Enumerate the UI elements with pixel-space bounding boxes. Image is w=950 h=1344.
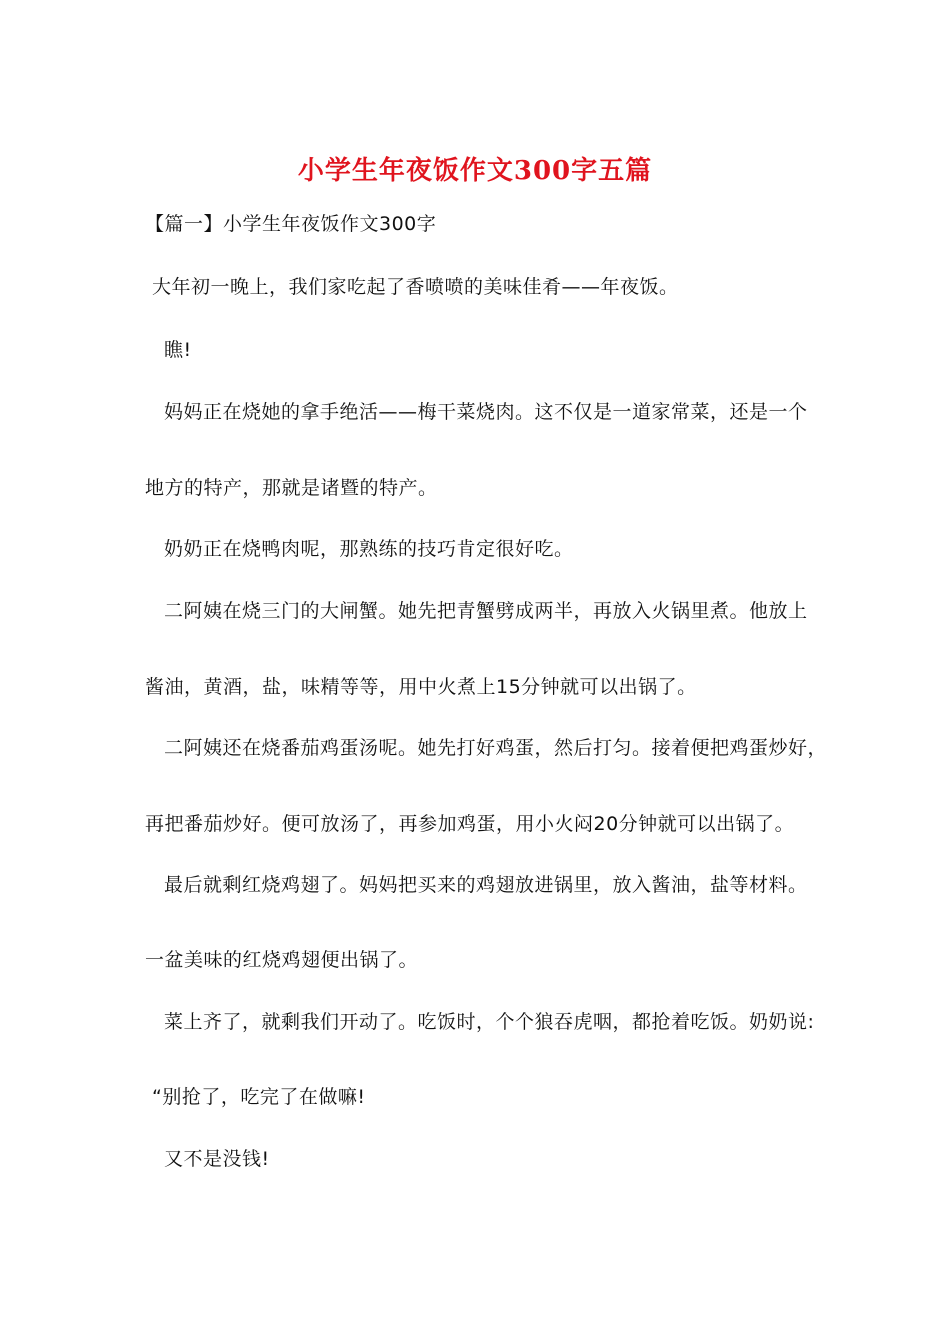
paragraph-line: “别抢了，吃完了在做嘛! bbox=[152, 1086, 366, 1108]
paragraph-line: 大年初一晚上，我们家吃起了香喷喷的美味佳肴——年夜饭。 bbox=[152, 276, 679, 298]
paragraph-line: 最后就剩红烧鸡翅了。妈妈把买来的鸡翅放进锅里，放入酱油，盐等材料。 bbox=[164, 874, 808, 896]
paragraph-line: 酱油，黄酒，盐，味精等等，用中火煮上15分钟就可以出锅了。 bbox=[145, 676, 697, 698]
document-title: 小学生年夜饭作文300字五篇 bbox=[297, 156, 653, 186]
paragraph-line: 二阿姨在烧三门的大闸蟹。她先把青蟹劈成两半，再放入火锅里煮。他放上 bbox=[164, 600, 808, 622]
paragraph-line: 又不是没钱! bbox=[164, 1148, 270, 1170]
paragraph-line: 二阿姨还在烧番茄鸡蛋汤呢。她先打好鸡蛋，然后打匀。接着便把鸡蛋炒好， bbox=[164, 737, 828, 759]
paragraph-line: 妈妈正在烧她的拿手绝活——梅干菜烧肉。这不仅是一道家常菜，还是一个 bbox=[164, 401, 808, 423]
paragraph-line: 奶奶正在烧鸭肉呢，那熟练的技巧肯定很好吃。 bbox=[164, 538, 574, 560]
paragraph-line: 菜上齐了，就剩我们开动了。吃饭时，个个狼吞虎咽，都抢着吃饭。奶奶说: bbox=[164, 1011, 815, 1033]
section-heading: 【篇一】小学生年夜饭作文300字 bbox=[145, 213, 437, 235]
paragraph-line: 再把番茄炒好。便可放汤了，再参加鸡蛋，用小火闷20分钟就可以出锅了。 bbox=[145, 813, 795, 835]
paragraph-line: 一盆美味的红烧鸡翅便出锅了。 bbox=[145, 949, 419, 971]
paragraph-line: 地方的特产，那就是诸暨的特产。 bbox=[145, 477, 438, 499]
paragraph-line: 瞧! bbox=[164, 339, 192, 361]
